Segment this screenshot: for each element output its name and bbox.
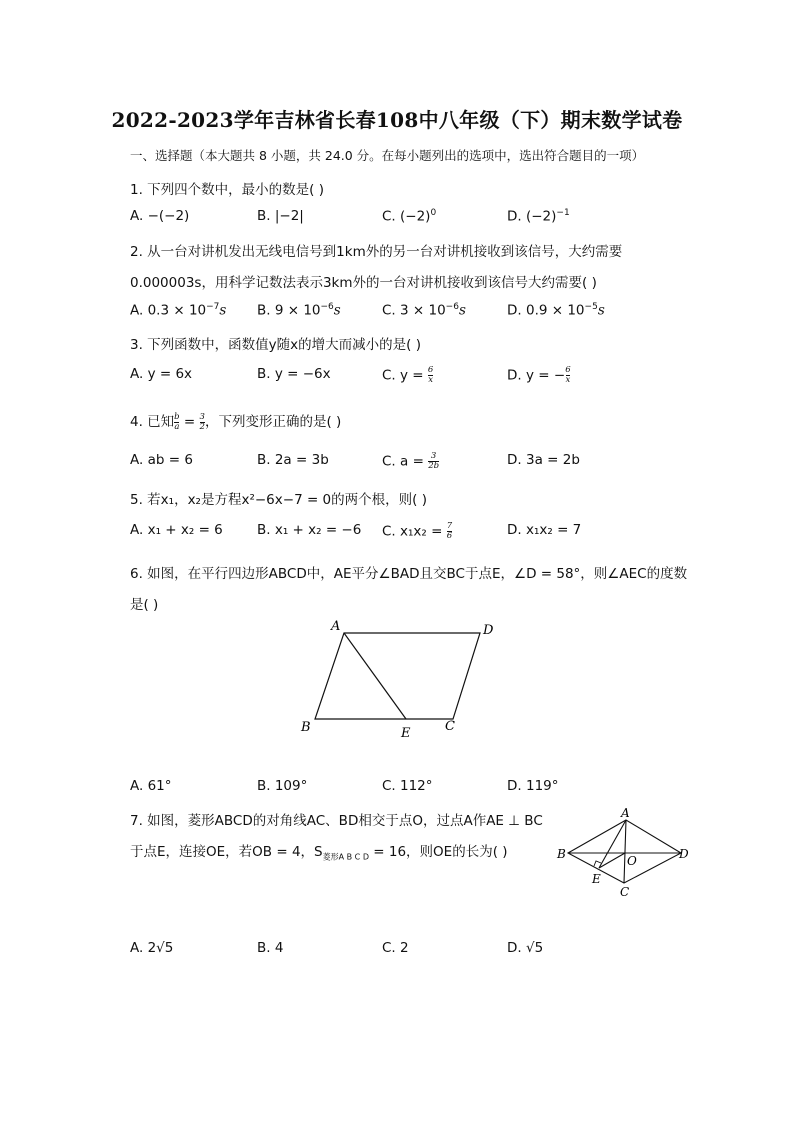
option-c: C. 112° — [382, 778, 433, 794]
question-7-line-1: 7. 如图，菱形ABCD的对角线AC、BD相交于点O，过点A作AE ⊥ BC — [130, 813, 543, 829]
question-6-line-1: 6. 如图，在平行四边形ABCD中，AE平分∠BAD且交BC于点E，∠D = 58°，则∠AEC的度数 — [130, 566, 688, 582]
option-b: B. $9 \times 10^{-6}s$ — [257, 302, 341, 319]
label-c: C — [445, 719, 455, 734]
option-a: A. ab = 6 — [130, 452, 193, 468]
option-d: D. y = − $\frac{6}{x}$ — [507, 365, 571, 385]
option-b: B. x₁ + x₂ = −6 — [257, 522, 362, 538]
label-o: O — [627, 854, 637, 868]
option-a: A. x₁ + x₂ = 6 — [130, 522, 223, 538]
label-e: E — [401, 726, 411, 741]
label-c: C — [620, 885, 630, 899]
option-b: B. 109° — [257, 778, 308, 794]
label-b: B — [557, 847, 566, 861]
option-c: C. x₁x₂ = $\frac{7}{6}$ — [382, 521, 453, 541]
option-a: A. −(−2) — [130, 208, 190, 224]
option-c: C. $3 \times 10^{-6}s$ — [382, 302, 466, 319]
option-a: A. 61° — [130, 778, 172, 794]
label-d: D — [679, 847, 689, 861]
option-c: C. $(-2)^0$ — [382, 208, 437, 225]
option-b: B. y = −6x — [257, 366, 331, 382]
rhombus-figure — [553, 808, 703, 903]
option-c: C. a = $\frac{3}{2b}$ — [382, 451, 440, 471]
option-c: C. y = $\frac{6}{x}$ — [382, 365, 434, 385]
diagonal-ac — [624, 820, 626, 883]
question-5-stem: 5. 若x₁，x₂是方程x²−6x−7 = 0的两个根，则( ) — [130, 492, 427, 508]
segment-ae — [344, 633, 406, 719]
option-d: D. $(-2)^{-1}$ — [507, 208, 570, 225]
section-heading: 一、选择题（本大题共 8 小题，共 24.0 分。在每小题列出的选项中，选出符合题目的一项） — [130, 148, 645, 163]
option-d: D. 119° — [507, 778, 559, 794]
option-b: B. |−2| — [257, 208, 304, 224]
parallelogram-abcd — [315, 633, 480, 719]
label-a: A — [331, 619, 341, 634]
option-a: A. 2√5 — [130, 940, 174, 956]
question-6-line-2: 是( ) — [130, 597, 159, 613]
question-1-stem: 1. 下列四个数中，最小的数是( ) — [130, 182, 324, 198]
label-a: A — [621, 808, 630, 820]
question-2-line-1: 2. 从一台对讲机发出无线电信号到1km外的另一台对讲机接收到该信号，大约需要 — [130, 244, 623, 260]
option-a: A. y = 6x — [130, 366, 193, 382]
option-d: D. √5 — [507, 940, 544, 956]
parallelogram-figure — [290, 612, 510, 742]
option-d: D. 3a = 2b — [507, 452, 580, 468]
question-2-line-2: 0.000003s，用科学记数法表示3km外的一台对讲机接收到该信号大约需要( ) — [130, 275, 597, 291]
option-d: D. x₁x₂ = 7 — [507, 522, 582, 538]
question-4-stem: 4. 已知 $\frac{b}{a}$ = $\frac{3}{2}$ ，下列变形正确的是( ) — [130, 411, 342, 432]
option-d: D. $0.9 \times 10^{-5}s$ — [507, 302, 605, 319]
question-7-line-2: 于点E，连接OE，若OB = 4，$S_{菱形A B C D} = 16$，则OE的长为( ) — [130, 844, 508, 862]
page-title: 2022-2023学年吉林省长春108中八年级（下）期末数学试卷 — [111, 108, 683, 132]
option-b: B. 4 — [257, 940, 284, 956]
label-d: D — [483, 623, 494, 638]
option-a: A. $0.3 \times 10^{-7}s$ — [130, 302, 227, 319]
option-c: C. 2 — [382, 940, 409, 956]
option-b: B. 2a = 3b — [257, 452, 329, 468]
question-3-stem: 3. 下列函数中，函数值y随x的增大而减小的是( ) — [130, 337, 421, 353]
label-e: E — [592, 872, 601, 886]
label-b: B — [301, 720, 311, 735]
